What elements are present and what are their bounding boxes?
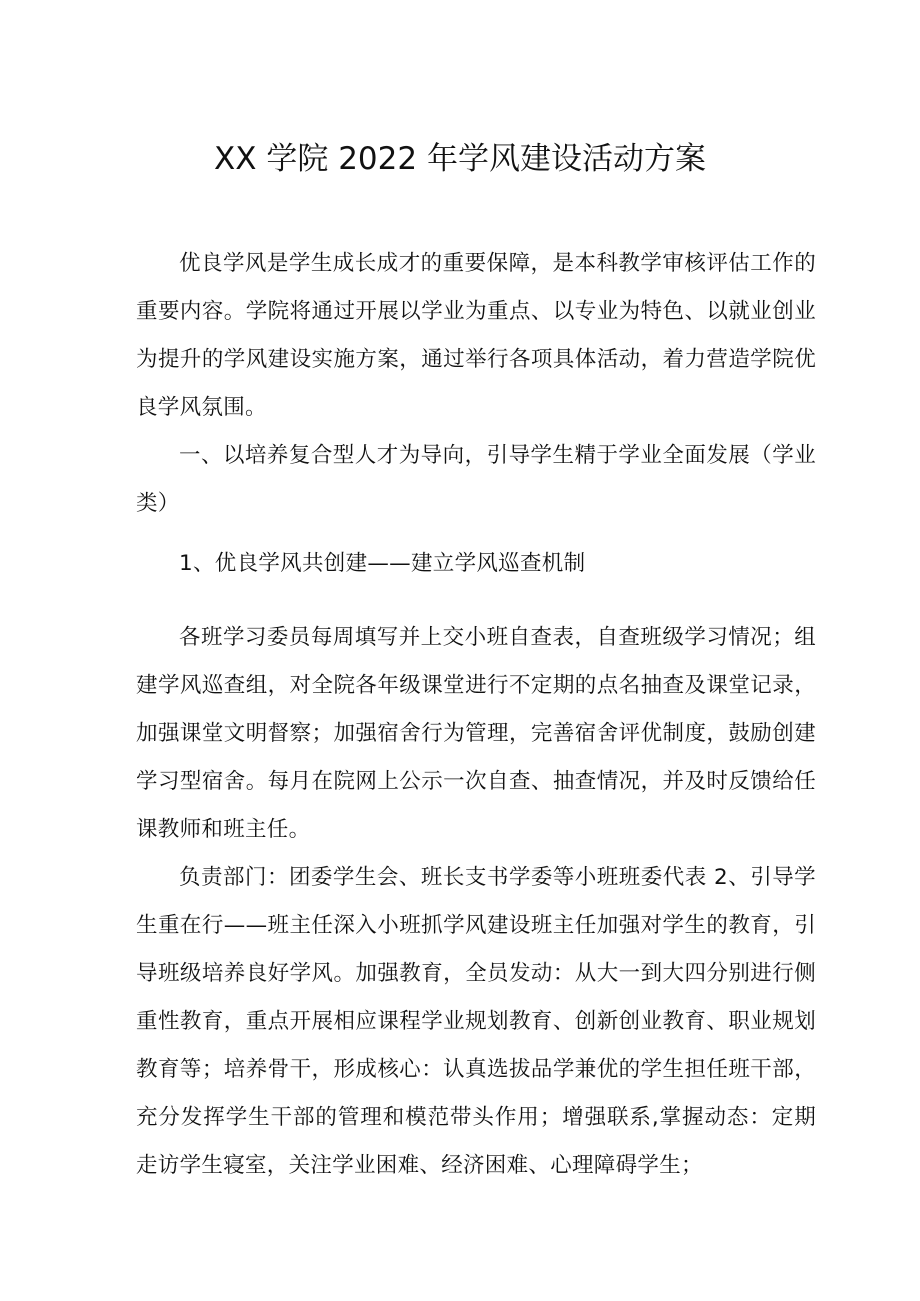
body-paragraph-inspection: 各班学习委员每周填写并上交小班自查表，自查班级学习情况；组建学风巡查组，对全院各年级课堂进行不定期的点名抽查及课堂记录，加强课堂文明督察；加强宿舍行为管理，完善宿舍评优制度，鼓励创建学习型宿舍。每月在院网上公示一次自查、抽查情况，并及时反馈给任课教师和班主任。 <box>136 625 816 842</box>
intro-paragraph: 优良学风是学生成长成才的重要保障，是本科教学审核评估工作的重要内容。学院将通过开展以学业为重点、以专业为特色、以就业创业为提升的学风建设实施方案，通过举行各项具体活动，着力营造学院优良学风氛围。 <box>136 251 816 420</box>
document-title: XX 学院 2022 年学风建设活动方案 <box>214 141 706 177</box>
section-heading-1: 一、以培养复合型人才为导向，引导学生精于学业全面发展（学业类） <box>136 443 816 516</box>
subsection-heading-1: 1、优良学风共创建——建立学风巡查机制 <box>179 551 586 576</box>
body-paragraph-responsibility: 负责部门：团委学生会、班长支书学委等小班班委代表 2、引导学生重在行——班主任深入小班抓学风建设班主任加强对学生的教育，引导班级培养良好学风。加强教育，全员发动：从大一到大四分别进行侧重性教育，重点开展相应课程学业规划教育、创新创业教育、职业规划教育等；培养骨干，形成核心：认真选拔品学兼优的学生担任班干部，充分发挥学生干部的管理和模范带头作用；增强联系,掌握动态：定期走访学生寝室，关注学业困难、经济困难、心理障碍学生； <box>136 865 816 1178</box>
